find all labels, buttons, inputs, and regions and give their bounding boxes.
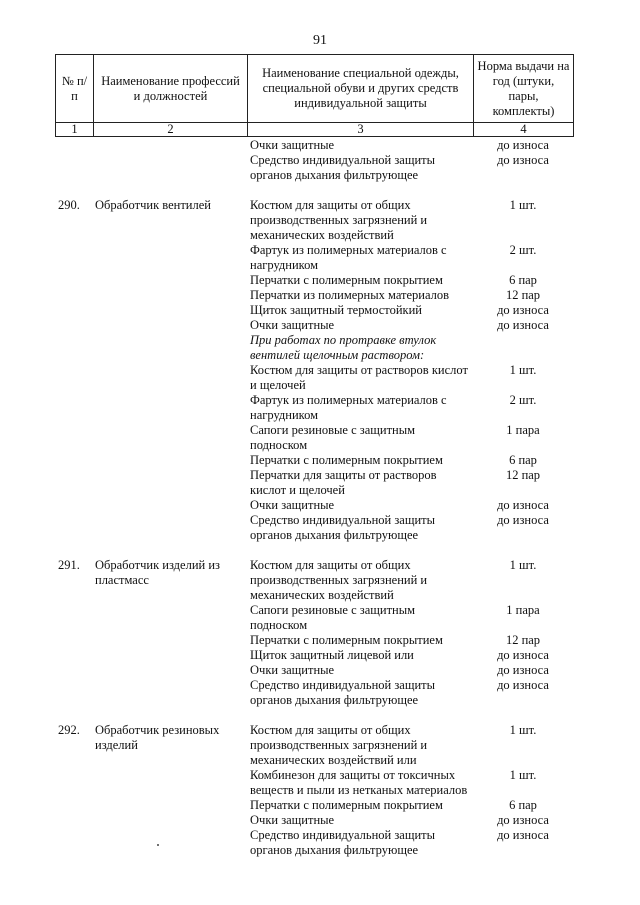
table-row [55, 288, 573, 303]
item-name: Очки защитные [250, 663, 335, 677]
item-name: Комбинезон для защиты от токсичных веществ и пыли из нетканых материалов [250, 768, 468, 797]
item-norm: 1 пара [506, 603, 540, 617]
entry-290 [55, 198, 573, 543]
item-norm: 6 пар [509, 273, 537, 287]
item-norm: 6 пар [509, 453, 537, 467]
table-row [55, 723, 573, 768]
item-norm: 12 пар [505, 468, 541, 482]
item-name: Фартук из полимерных материалов с нагрудником [250, 393, 447, 422]
item-norm: до износа [497, 828, 549, 842]
table-body [55, 138, 573, 858]
header-index-1: 1 [56, 123, 94, 137]
item-norm: до износа [497, 648, 549, 662]
entry-291 [55, 558, 573, 708]
item-name: Костюм для защиты от общих производственных загрязнений и механических воздействий [250, 558, 428, 602]
header-index-4: 4 [474, 123, 574, 137]
header-col-number: № п/п [56, 55, 94, 123]
item-name: Перчатки из полимерных материалов [250, 288, 450, 302]
table-row [55, 498, 573, 513]
table-row [55, 318, 573, 333]
item-norm: 6 пар [509, 798, 537, 812]
table-row [55, 333, 573, 363]
item-norm: 1 шт. [509, 363, 537, 377]
item-norm: до износа [497, 153, 549, 167]
item-name: Щиток защитный термостойкий [250, 303, 422, 317]
item-name: Очки защитные [250, 318, 335, 332]
item-norm: до износа [497, 303, 549, 317]
table-row [55, 813, 573, 828]
item-norm: 1 пара [506, 423, 540, 437]
item-norm: до износа [497, 318, 549, 332]
item-name: Костюм для защиты от общих производственных загрязнений и механических воздействий [250, 198, 428, 242]
table-row [55, 558, 573, 603]
table-row [55, 678, 573, 708]
table-row [55, 423, 573, 453]
item-norm: до износа [497, 663, 549, 677]
item-name: Перчатки с полимерным покрытием [250, 633, 443, 647]
header-index-2: 2 [94, 123, 248, 137]
profession-name: Обработчик резиновых изделий [95, 723, 220, 752]
entry-number: 290. [58, 198, 80, 212]
item-name: Костюм для защиты от общих производственных загрязнений и механических воздействий или [250, 723, 428, 767]
profession-name: Обработчик вентилей [95, 198, 211, 212]
header-index-3: 3 [248, 123, 474, 137]
item-name: Сапоги резиновые с защитным подноском [250, 603, 416, 632]
item-name: Средство индивидуальной защиты органов дыхания фильтрующее [250, 153, 436, 182]
item-name: Средство индивидуальной защиты органов дыхания фильтрующее [250, 513, 436, 542]
table-row [55, 513, 573, 543]
table-row [55, 603, 573, 633]
item-norm: 12 пар [505, 288, 541, 302]
table-row [55, 798, 573, 813]
item-name: Перчатки для защиты от растворов кислот и щелочей [250, 468, 437, 497]
table-row [55, 153, 573, 183]
item-norm: 12 пар [505, 633, 541, 647]
table-row [55, 393, 573, 423]
condition-note: При работах по протравке втулок вентилей щелочным раствором: [250, 333, 437, 362]
item-name: Средство индивидуальной защиты органов дыхания фильтрующее [250, 678, 436, 707]
scan-speck [157, 844, 159, 846]
table-row [55, 768, 573, 798]
item-norm: 1 шт. [509, 723, 537, 737]
header-col-profession: Наименование профессий и должностей [94, 55, 248, 123]
entry-292 [55, 723, 573, 858]
item-name: Перчатки с полимерным покрытием [250, 273, 443, 287]
entry-number: 291. [58, 558, 80, 572]
item-norm: 1 шт. [509, 558, 537, 572]
table-row [55, 453, 573, 468]
table-row [55, 633, 573, 648]
item-name: Очки защитные [250, 498, 335, 512]
item-name: Перчатки с полимерным покрытием [250, 798, 443, 812]
table-row [55, 138, 573, 153]
table-row [55, 648, 573, 663]
table-row [55, 828, 573, 858]
page-number: 91 [313, 33, 327, 48]
table-row [55, 663, 573, 678]
item-name: Очки защитные [250, 813, 335, 827]
header-col-equipment: Наименование специальной одежды, специальной обуви и других средств индивидуальной защиты [248, 55, 474, 123]
item-norm: до износа [497, 498, 549, 512]
table-row [55, 273, 573, 288]
item-name: Костюм для защиты от растворов кислот и щелочей [250, 363, 468, 392]
profession-name: Обработчик изделий из пластмасс [95, 558, 220, 587]
item-norm: 1 шт. [509, 198, 537, 212]
item-norm: 2 шт. [509, 243, 537, 257]
item-name: Фартук из полимерных материалов с нагрудником [250, 243, 447, 272]
item-norm: 1 шт. [509, 768, 537, 782]
item-name: Очки защитные [250, 138, 335, 152]
table-row [55, 303, 573, 318]
item-norm: до износа [497, 678, 549, 692]
item-norm: 2 шт. [509, 393, 537, 407]
entry-number: 292. [58, 723, 80, 737]
table-row [55, 363, 573, 393]
item-name: Перчатки с полимерным покрытием [250, 453, 443, 467]
item-norm: до износа [497, 513, 549, 527]
continuation-block [55, 138, 573, 183]
item-norm: до износа [497, 813, 549, 827]
table-row [55, 198, 573, 243]
table-header [55, 54, 574, 137]
header-col-norm: Норма выдачи на год (штуки, пары, комплекты) [474, 55, 574, 123]
item-norm: до износа [497, 138, 549, 152]
table-row [55, 468, 573, 498]
item-name: Щиток защитный лицевой или [250, 648, 414, 662]
item-name: Средство индивидуальной защиты органов дыхания фильтрующее [250, 828, 436, 857]
item-name: Сапоги резиновые с защитным подноском [250, 423, 416, 452]
table-row [55, 243, 573, 273]
